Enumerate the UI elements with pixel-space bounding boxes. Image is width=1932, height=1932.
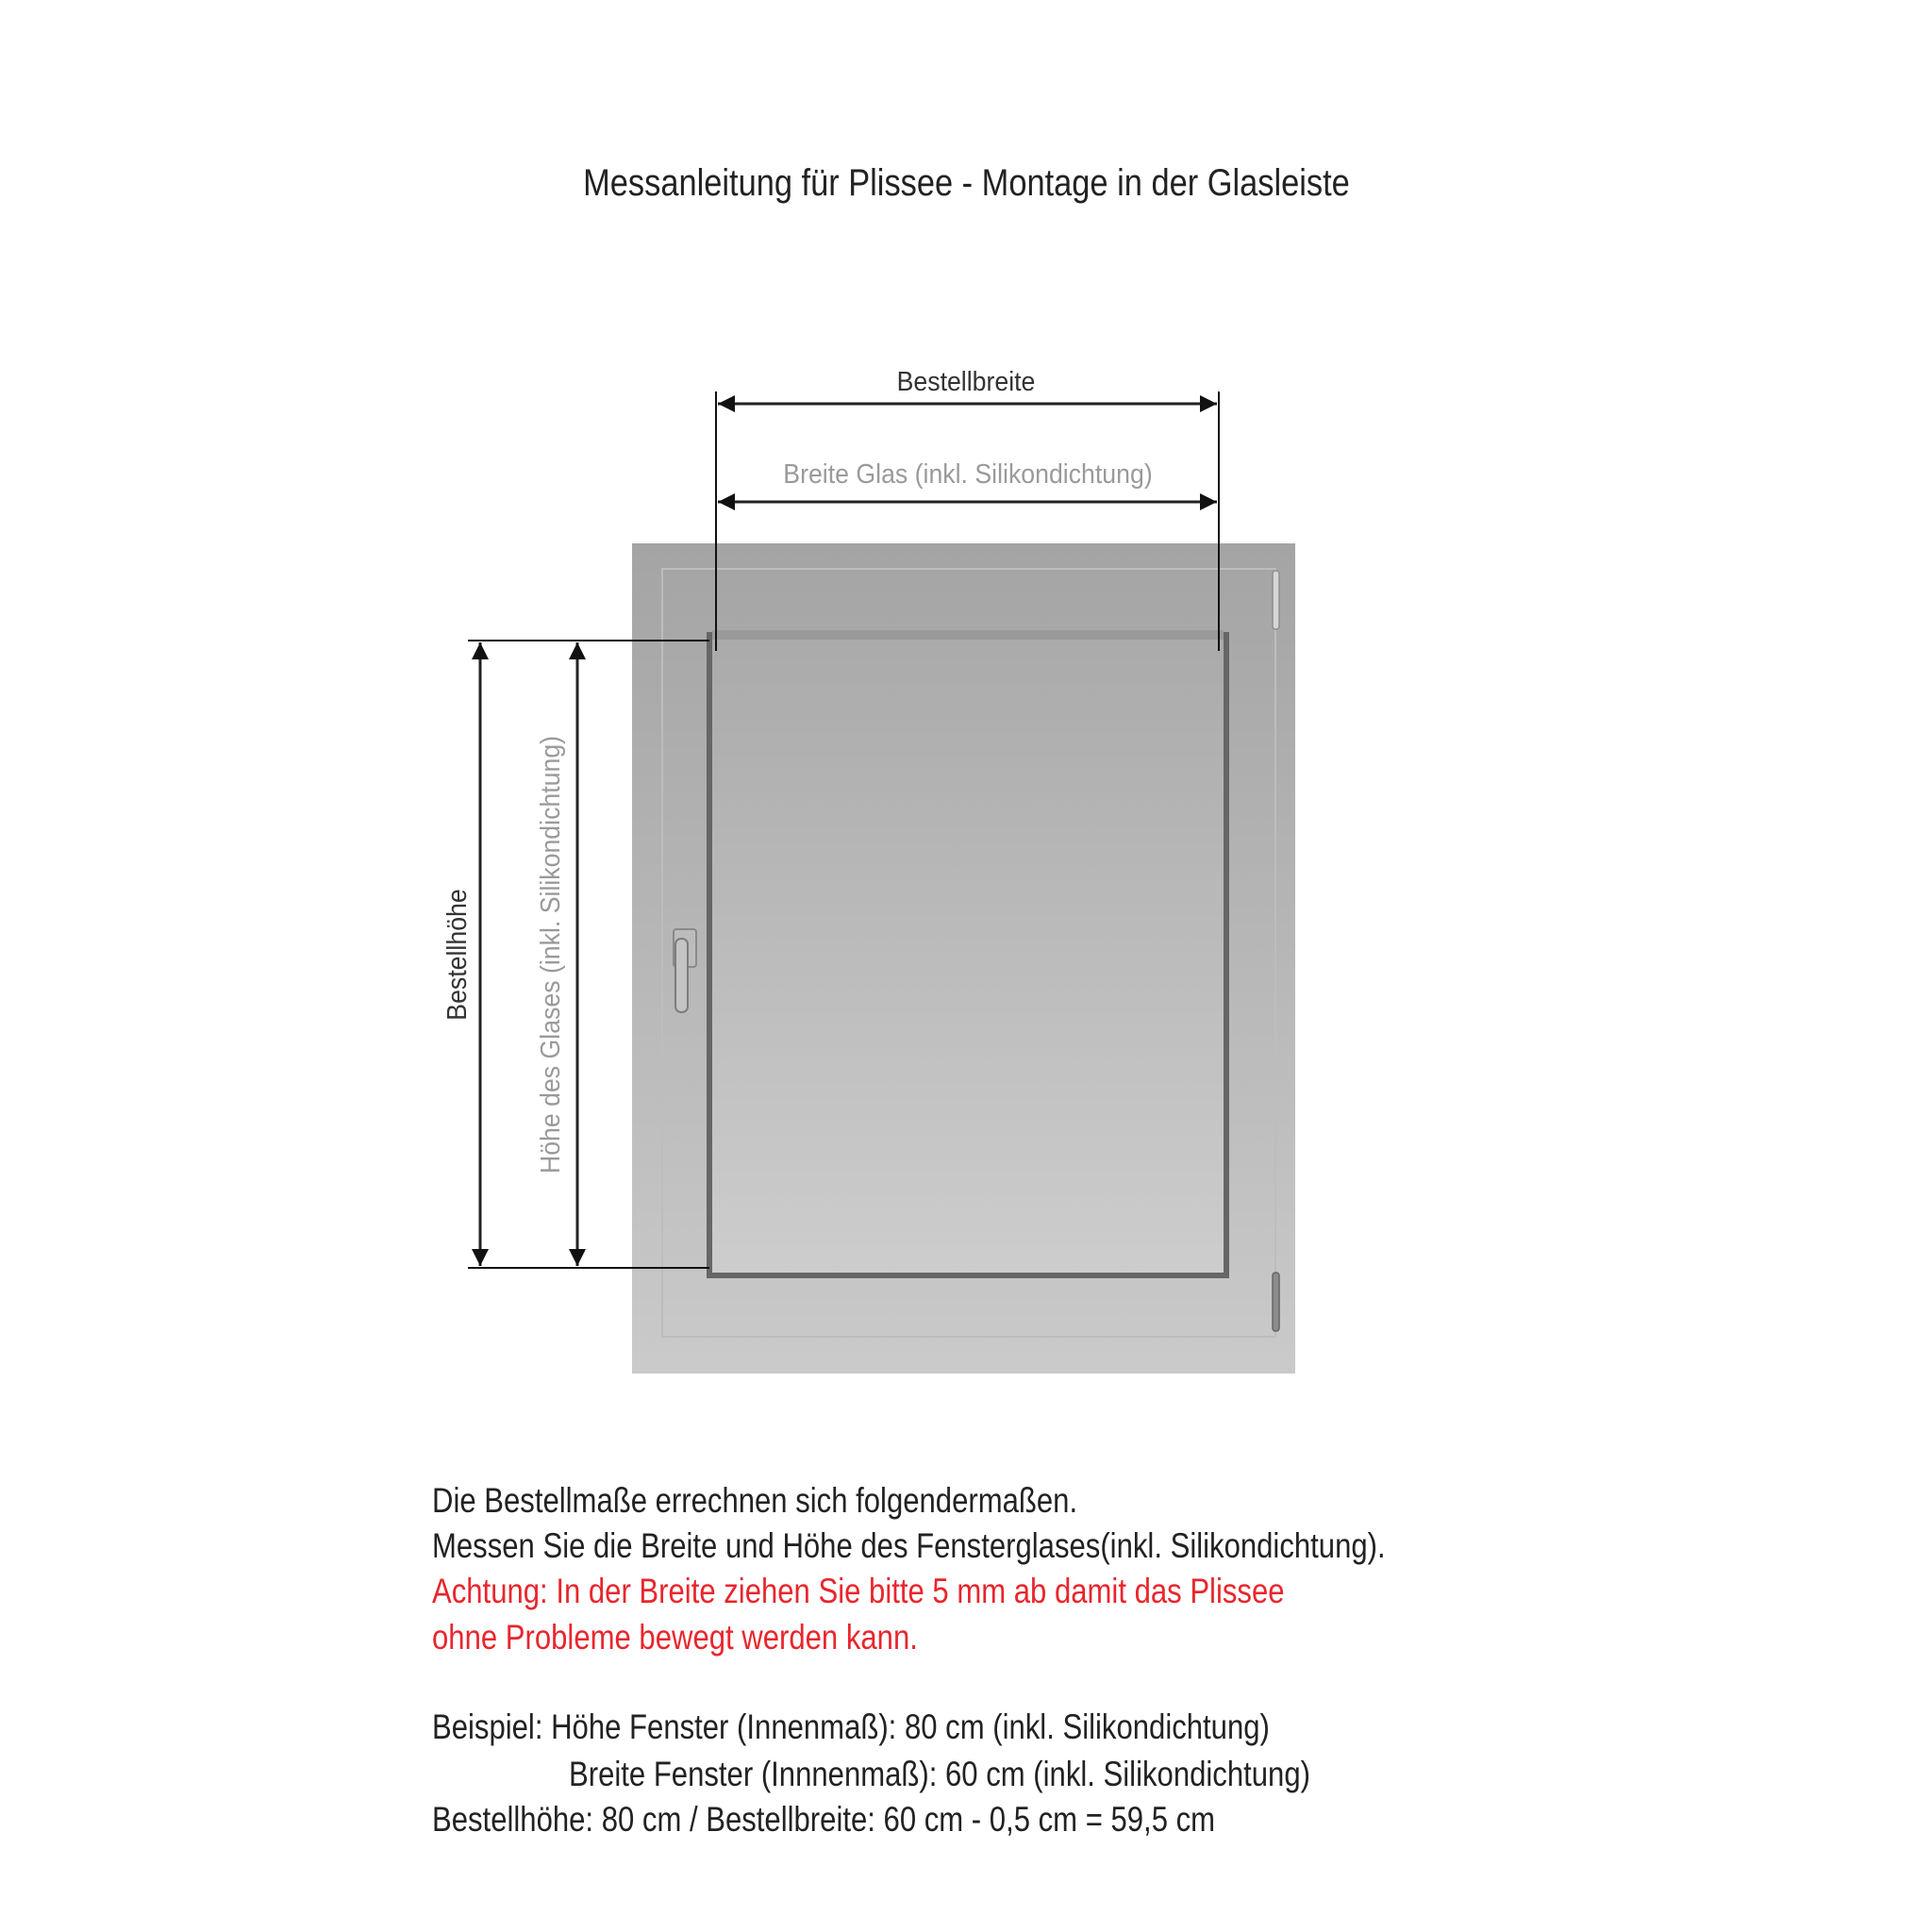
glass-width-label: Breite Glas (inkl. Silikondichtung): [783, 458, 1153, 490]
hinge-top-icon: [1273, 571, 1279, 629]
example-line-2: Breite Fenster (Innnenmaß): 60 cm (inkl. Silikondichtung): [569, 1755, 1310, 1793]
glass-pane: [709, 635, 1226, 1275]
order-width-label: Bestellbreite: [896, 365, 1036, 397]
glazing-bead-top: [712, 630, 1224, 640]
glass-height-label: Höhe des Glases (inkl. Silikondichtung): [534, 735, 566, 1174]
warning-line-2: ohne Probleme bewegt werden kann.: [432, 1618, 918, 1657]
example-line-1: Beispiel: Höhe Fenster (Innenmaß): 80 cm (inkl. Silikondichtung): [432, 1707, 1270, 1746]
result-line: Bestellhöhe: 80 cm / Bestellbreite: 60 cm - 0,5 cm = 59,5 cm: [432, 1800, 1216, 1839]
instruction-line-1: Die Bestellmaße errechnen sich folgendermaßen.: [432, 1481, 1078, 1520]
hinge-bottom-icon: [1273, 1273, 1279, 1331]
page-title: Messanleitung für Plissee - Montage in der Glasleiste: [582, 162, 1350, 204]
instruction-line-2: Messen Sie die Breite und Höhe des Fensterglases(inkl. Silikondichtung).: [432, 1526, 1386, 1565]
warning-line-1: Achtung: In der Breite ziehen Sie bitte 5 mm ab damit das Plissee: [432, 1572, 1285, 1610]
order-height-label: Bestellhöhe: [441, 889, 473, 1021]
